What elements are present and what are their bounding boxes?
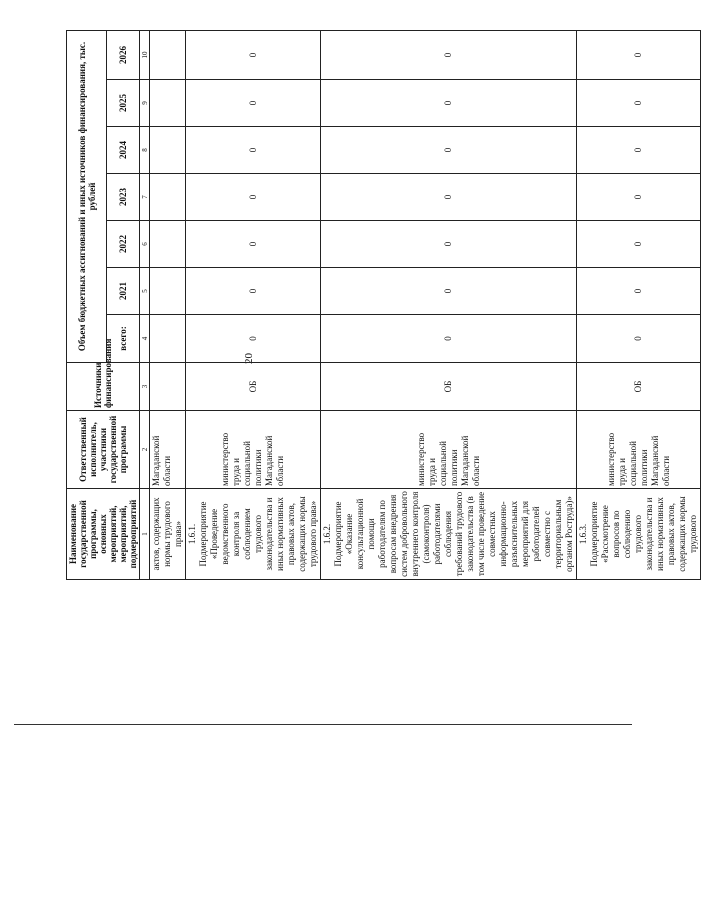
header-responsible: Ответственный исполнитель, участники государственной программы <box>67 411 140 489</box>
page-number: 20 <box>243 353 255 364</box>
table-row <box>577 30 701 579</box>
value-cell: 0 <box>321 268 577 315</box>
header-year-2025: 2025 <box>107 80 140 127</box>
column-number: 2 <box>140 411 150 489</box>
value-cell: 0 <box>577 174 701 221</box>
header-year-2024: 2024 <box>107 127 140 174</box>
value-cell: 0 <box>321 127 577 174</box>
row-name-cell: 1.6.1. Подмероприятие «Проведение ведомственного контроля за соблюдением трудового законодательства и иных нормативных правовых актов, содержащих нормы трудового права» <box>186 489 321 580</box>
column-number-row <box>140 30 150 579</box>
header-total: всего: <box>107 315 140 363</box>
row-source-cell: ОБ <box>321 363 577 411</box>
row-responsible-cell: министерство труда и социальной политики Магаданской области <box>577 411 701 489</box>
value-cell: 0 <box>321 315 577 363</box>
column-number: 7 <box>140 174 150 221</box>
value-cell: 0 <box>186 268 321 315</box>
column-number: 1 <box>140 489 150 580</box>
table-container <box>66 31 698 580</box>
value-cell <box>150 315 186 363</box>
column-number: 10 <box>140 30 150 79</box>
column-number: 3 <box>140 363 150 411</box>
value-cell: 0 <box>186 174 321 221</box>
column-number: 5 <box>140 268 150 315</box>
row-responsible-cell: Магаданской области <box>150 411 186 489</box>
value-cell: 0 <box>321 221 577 268</box>
value-cell: 0 <box>577 221 701 268</box>
header-year-2021: 2021 <box>107 268 140 315</box>
column-number: 9 <box>140 80 150 127</box>
row-source-cell: ОБ <box>186 363 321 411</box>
value-cell <box>150 127 186 174</box>
value-cell: 0 <box>321 80 577 127</box>
value-cell <box>150 30 186 79</box>
value-cell: 0 <box>186 30 321 79</box>
value-cell: 0 <box>186 80 321 127</box>
row-responsible-cell: министерство труда и социальной политики Магаданской области <box>186 411 321 489</box>
value-cell <box>150 80 186 127</box>
funding-table <box>66 30 701 580</box>
row-name-cell: 1.6.2. Подмероприятие «Оказание консультационной помощи работодателям по вопросам внедрения систем добровольного внутреннего контроля (самоконтроля) работодателями соблюдения требований трудового законодательства (в том числе проведение совместных информационно-разъяснительных мероприятий для работодателей совместно с территориальным органом Роструда)» <box>321 489 577 580</box>
header-funding-group: Объем бюджетных ассигнований и иных источников финансирования, тыс. рублей <box>67 30 107 362</box>
value-cell: 0 <box>321 30 577 79</box>
header-year-2022: 2022 <box>107 221 140 268</box>
row-name-cell: 1.6.3. Подмероприятие «Рассмотрение вопросов по соблюдению трудового законодательства и иных нормативных правовых актов, содержащих нормы трудового <box>577 489 701 580</box>
value-cell <box>150 174 186 221</box>
value-cell <box>150 268 186 315</box>
header-name: Наименование государственной программы, основных мероприятий, мероприятий, подмероприятий <box>67 489 140 580</box>
column-number: 8 <box>140 127 150 174</box>
value-cell: 0 <box>186 221 321 268</box>
column-number: 4 <box>140 315 150 363</box>
row-source-cell: ОБ <box>577 363 701 411</box>
value-cell: 0 <box>321 174 577 221</box>
table-row <box>186 30 321 579</box>
table-row <box>321 30 577 579</box>
value-cell: 0 <box>577 127 701 174</box>
value-cell: 0 <box>577 268 701 315</box>
value-cell: 0 <box>577 30 701 79</box>
row-source-cell <box>150 363 186 411</box>
row-responsible-cell: министерство труда и социальной политики Магаданской области <box>321 411 577 489</box>
header-source: Источники финансирования <box>67 363 140 411</box>
row-name-cell: актов, содержащих нормы трудового права» <box>150 489 186 580</box>
value-cell: 0 <box>577 80 701 127</box>
table-row <box>150 30 186 579</box>
value-cell: 0 <box>186 315 321 363</box>
value-cell: 0 <box>186 127 321 174</box>
value-cell <box>150 221 186 268</box>
page-divider <box>14 724 632 725</box>
column-number: 6 <box>140 221 150 268</box>
header-year-2026: 2026 <box>107 30 140 79</box>
header-year-2023: 2023 <box>107 174 140 221</box>
value-cell: 0 <box>577 315 701 363</box>
